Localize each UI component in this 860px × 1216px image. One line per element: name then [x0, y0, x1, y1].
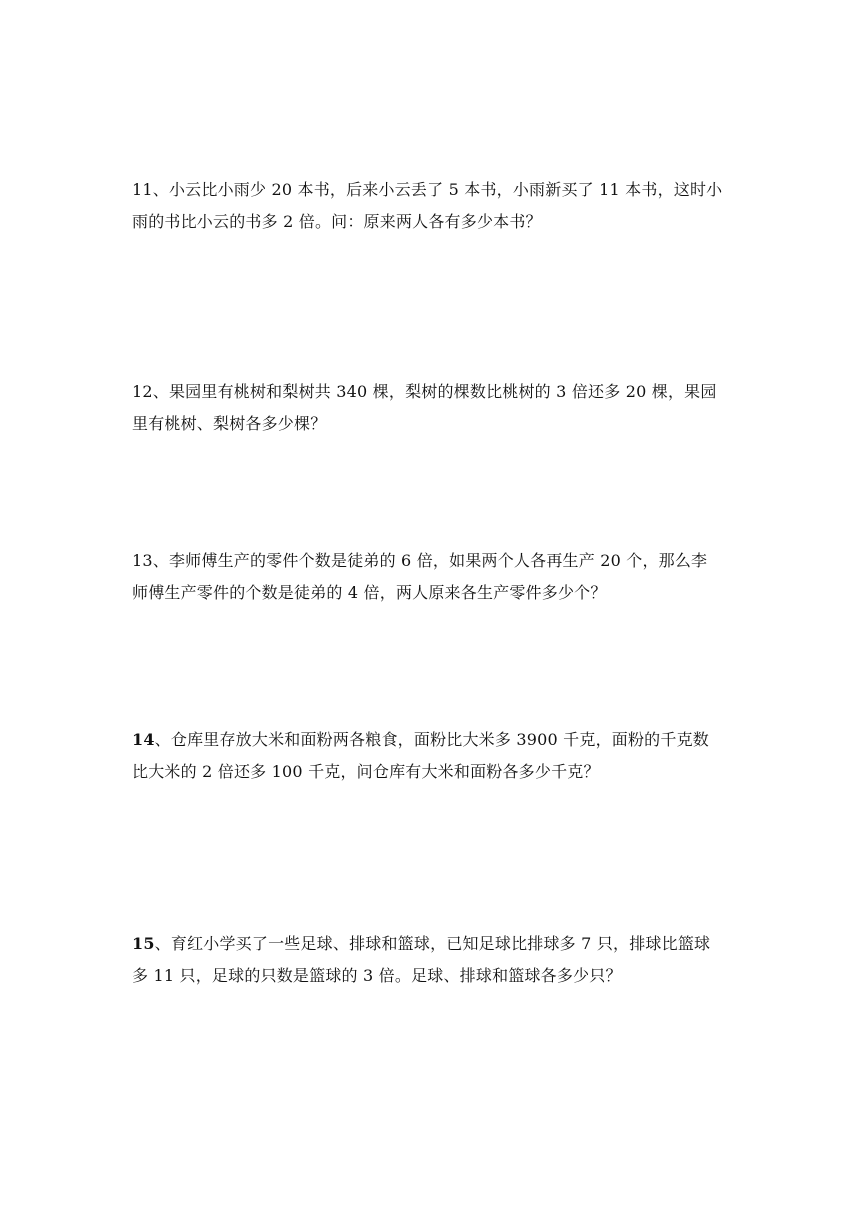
problem-14	[132, 724, 732, 788]
problem-number: 11	[132, 180, 153, 199]
problem-12-line-2: 里有桃树、梨树各多少棵？	[132, 414, 327, 433]
problem-separator: 、	[152, 180, 169, 199]
problem-text: 育红小学买了一些足球、排球和篮球，已知足球比排球多 7 只，排球比篮球	[170, 934, 711, 953]
problem-13-line-1	[132, 545, 732, 577]
problem-text: 仓库里存放大米和面粉两各粮食，面粉比大米多 3900 千克，面粉的千克数	[170, 730, 709, 749]
problem-11-line-2: 雨的书比小云的书多 2 倍。问：原来两人各有多少本书？	[132, 212, 542, 231]
problem-separator: 、	[154, 730, 171, 749]
problem-13	[132, 545, 732, 609]
problem-12-line-1	[132, 376, 732, 408]
problem-separator: 、	[154, 934, 171, 953]
problem-number: 12	[132, 382, 153, 401]
problem-15-line-1	[132, 928, 732, 960]
problem-number: 13	[132, 551, 153, 570]
problem-14-line-1	[132, 724, 732, 756]
problem-text: 李师傅生产的零件个数是徒弟的 6 倍，如果两个人各再生产 20 个，那么李	[168, 551, 708, 570]
problem-13-line-2: 师傅生产零件的个数是徒弟的 4 倍，两人原来各生产零件多少个？	[132, 583, 607, 602]
problem-text: 小云比小雨少 20 本书，后来小云丢了 5 本书，小雨新买了 11 本书，这时小	[168, 180, 723, 199]
problem-15-line-2: 多 11 只，足球的只数是篮球的 3 倍。足球、排球和篮球各多少只？	[132, 966, 622, 985]
problem-14-line-2: 比大米的 2 倍还多 100 千克，问仓库有大米和面粉各多少千克？	[132, 762, 600, 781]
problem-separator: 、	[152, 551, 169, 570]
problem-12	[132, 376, 732, 440]
problem-number: 15	[132, 934, 155, 953]
problem-text: 果园里有桃树和梨树共 340 棵，梨树的棵数比桃树的 3 倍还多 20 棵，果园	[168, 382, 717, 401]
problem-number: 14	[132, 730, 155, 749]
problem-11-line-1	[132, 174, 732, 206]
problem-separator: 、	[152, 382, 169, 401]
problem-11	[132, 174, 732, 238]
problem-15	[132, 928, 732, 992]
